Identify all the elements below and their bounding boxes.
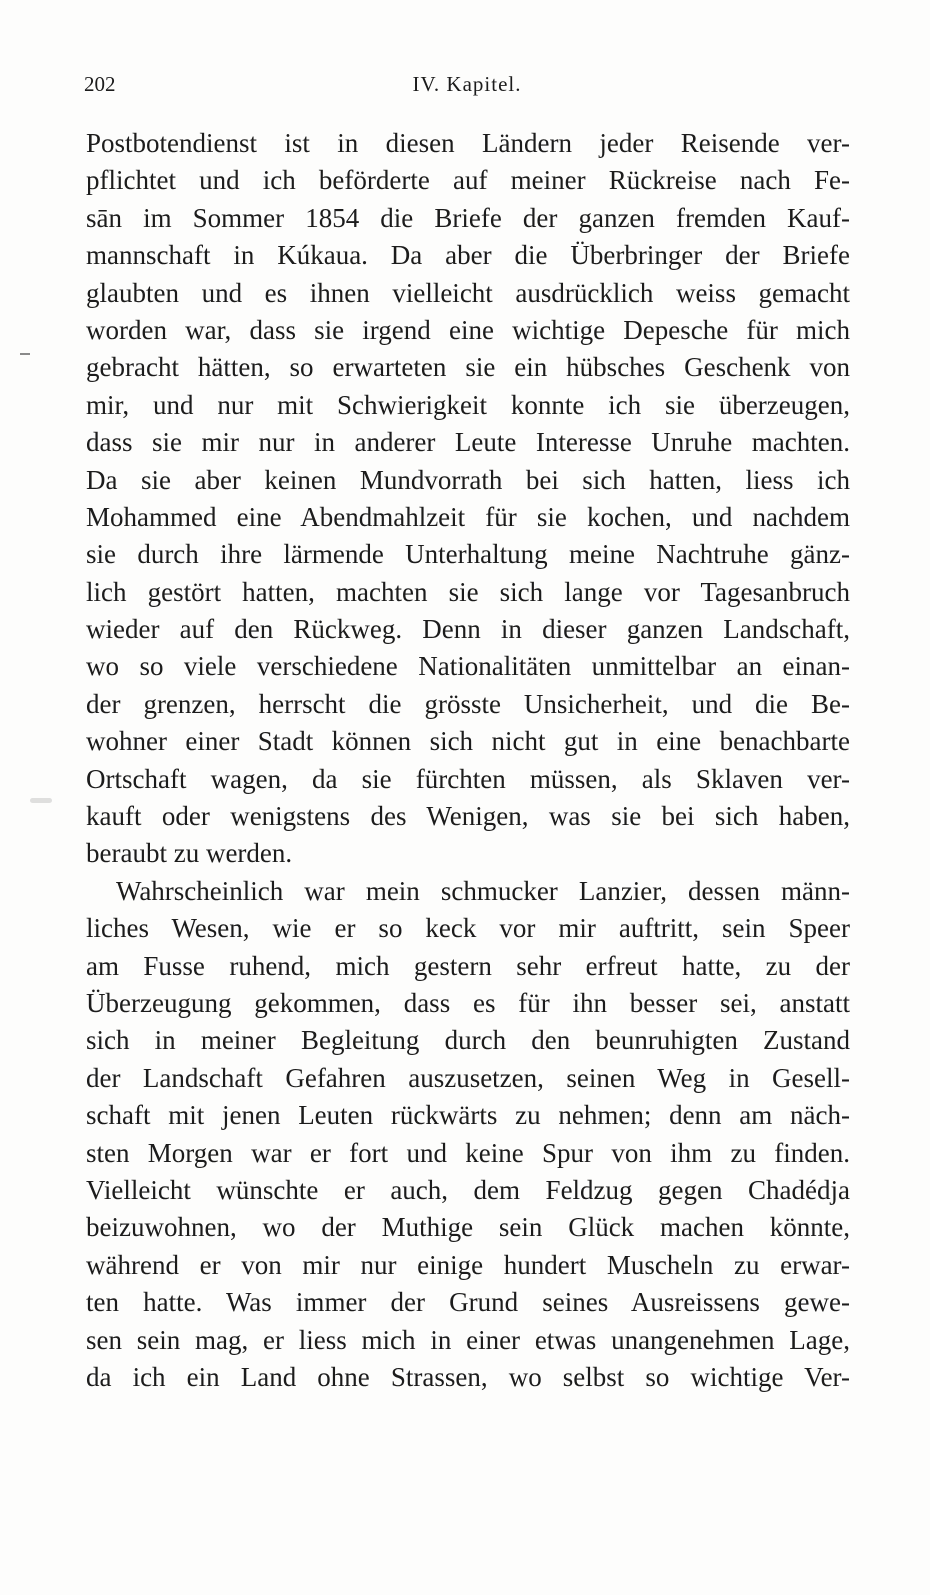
paragraph: [86, 125, 850, 873]
text-line: Vielleicht wünschte er auch, dem Feldzug gegen Chadédja: [86, 1174, 850, 1205]
text-line: lich gestört hatten, machten sie sich lange vor Tagesanbruch: [86, 576, 850, 607]
text-line: beizuwohnen, wo der Muthige sein Glück machen könnte,: [86, 1212, 850, 1243]
text-line: der grenzen, herrscht die grösste Unsicherheit, und die Be-: [86, 688, 850, 719]
text-line: worden war, dass sie irgend eine wichtige Depesche für mich: [86, 314, 850, 345]
text-line: Da sie aber keinen Mundvorrath bei sich hatten, liess ich: [86, 464, 850, 495]
chapter-title: IV. Kapitel.: [412, 72, 522, 96]
running-head: [84, 72, 850, 102]
margin-mark: [20, 353, 30, 355]
text-line: Überzeugung gekommen, dass es für ihn besser sei, anstatt: [86, 987, 850, 1018]
text-line: sān im Sommer 1854 die Briefe der ganzen fremden Kauf-: [86, 202, 850, 233]
text-line: kauft oder wenigstens des Wenigen, was sie bei sich haben,: [86, 801, 850, 832]
text-line: sie durch ihre lärmende Unterhaltung meine Nachtruhe gänz-: [86, 539, 850, 570]
text-line: ten hatte. Was immer der Grund seines Ausreissens gewe-: [86, 1287, 850, 1318]
text-line: glaubten und es ihnen vielleicht ausdrücklich weiss gemacht: [86, 277, 850, 308]
text-line: sten Morgen war er fort und keine Spur von ihm zu finden.: [86, 1137, 850, 1168]
text-line: der Landschaft Gefahren auszusetzen, seinen Weg in Gesell-: [86, 1062, 850, 1093]
text-line: mir, und nur mit Schwierigkeit konnte ich sie überzeugen,: [86, 389, 850, 420]
text-line: Mohammed eine Abendmahlzeit für sie kochen, und nachdem: [86, 501, 850, 532]
text-line: sich in meiner Begleitung durch den beunruhigten Zustand: [86, 1025, 850, 1056]
text-line: beraubt zu werden.: [86, 838, 293, 869]
text-line: Wahrscheinlich war mein schmucker Lanzier, dessen männ-: [116, 875, 850, 906]
text-line: am Fusse ruhend, mich gestern sehr erfreut hatte, zu der: [86, 950, 850, 981]
text-line: liches Wesen, wie er so keck vor mir auftritt, sein Speer: [86, 913, 850, 944]
text-line: da ich ein Land ohne Strassen, wo selbst so wichtige Ver-: [86, 1361, 850, 1392]
text-line: sen sein mag, er liess mich in einer etwas unangenehmen Lage,: [86, 1324, 850, 1355]
body-text: [86, 125, 850, 1396]
text-line: wohner einer Stadt können sich nicht gut in eine benachbarte: [86, 726, 850, 757]
text-line: Postbotendienst ist in diesen Ländern jeder Reisende ver-: [86, 128, 850, 158]
text-line: gebracht hätten, so erwarteten sie ein hübsches Geschenk von: [86, 352, 850, 383]
margin-smudge: [30, 798, 52, 803]
page-number: 202: [84, 72, 116, 96]
text-line: Ortschaft wagen, da sie fürchten müssen, als Sklaven ver-: [86, 763, 850, 794]
text-line: pflichtet und ich beförderte auf meiner Rückreise nach Fe-: [86, 165, 850, 196]
text-line: wieder auf den Rückweg. Denn in dieser ganzen Landschaft,: [86, 614, 850, 645]
text-line: mannschaft in Kúkaua. Da aber die Überbringer der Briefe: [86, 240, 850, 271]
text-line: wo so viele verschiedene Nationalitäten unmittelbar an einan-: [86, 651, 850, 682]
text-line: während er von mir nur einige hundert Muscheln zu erwar-: [86, 1249, 850, 1280]
paragraph: [86, 873, 850, 1396]
text-line: dass sie mir nur in anderer Leute Interesse Unruhe machten.: [86, 427, 850, 458]
text-line: schaft mit jenen Leuten rückwärts zu nehmen; denn am näch-: [86, 1100, 850, 1131]
